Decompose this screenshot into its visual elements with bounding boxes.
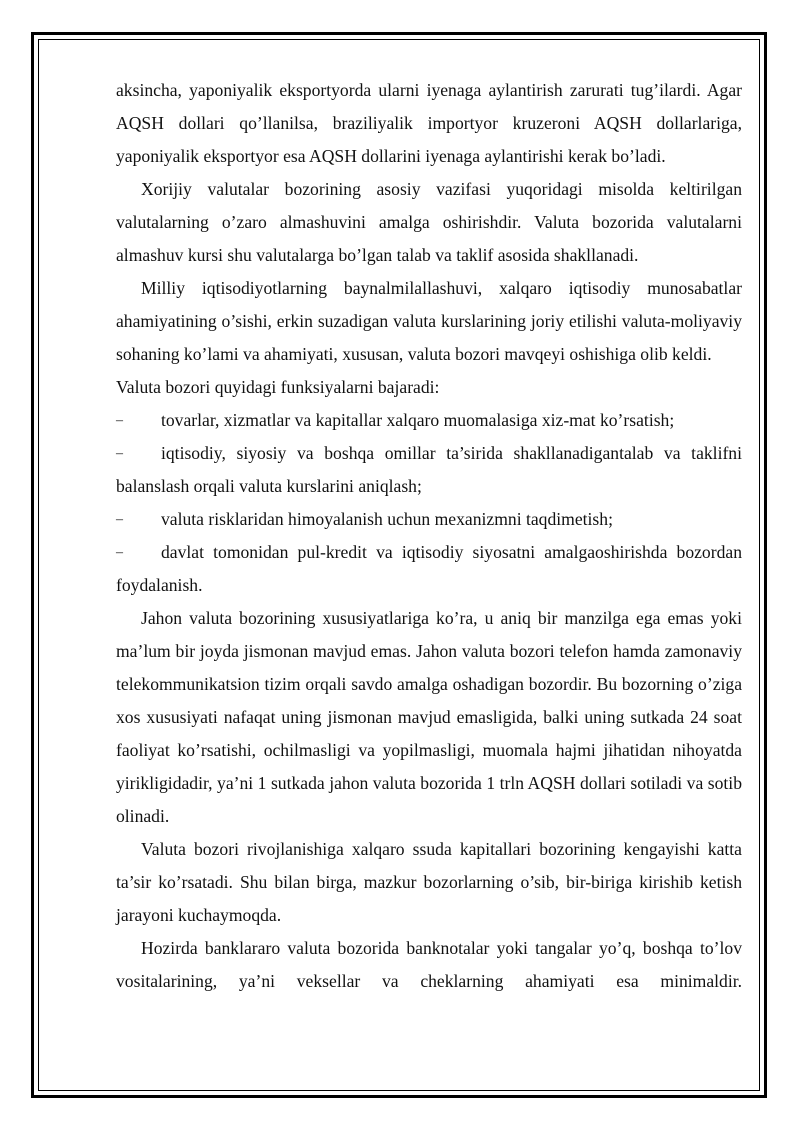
dash-bullet-icon: – — [116, 545, 123, 560]
list-item-text: valuta risklaridan himoyalanish uchun mexanizmni taqdimetish; — [161, 509, 613, 529]
paragraph-forex-purpose: Xorijiy valutalar bozorining asosiy vazifasi yuqoridagi misolda keltirilgan valutalarning o’zaro almashuvini amalga oshirishdir. Valuta bozorida valutalarni almashuv kursi shu valutalarga bo’lgan talab va taklif asosida shakllanadi. — [116, 179, 742, 265]
paragraph-continued: aksincha, yaponiyalik eksportyorda ularni iyenaga aylantirish zarurati tug’ilardi. Agar AQSH dollari qo’llanilsa, braziliyalik importyor kruzeroni AQSH dollarlariga, yaponiyalik eksportyor esa AQSH dollarini iyenaga aylantirishi kerak bo’ladi. — [116, 80, 742, 166]
document-body — [116, 74, 742, 998]
dash-bullet-icon: – — [116, 512, 123, 527]
list-item — [116, 503, 742, 536]
paragraph-loan-capital: Valuta bozori rivojlanishiga xalqaro ssuda kapitallari bozorining kengayishi katta ta’sir ko’rsatadi. Shu bilan birga, mazkur bozorlarning o’sib, bir-biriga kirishib ketish jarayoni kuchaymoqda. — [116, 839, 742, 925]
paragraph-world-market: Jahon valuta bozorining xususiyatlariga ko’ra, u aniq bir manzilga ega emas yoki ma’lum bir joyda jismonan mavjud emas. Jahon valuta bozori telefon hamda zamonaviy telekommunikatsion tizim orqali savdo amalga oshadigan bozordir. Bu bozorning o’ziga xos xususiyati nafaqat uning jismonan mavjud emasligida, balki uning sutkada 24 soat faoliyat ko’rsatishi, ochilmasligi va yopilmasligi, muomala hajmi jihatidan nihoyatda yirikligidadir, ya’ni 1 sutkada jahon valuta bozorida 1 trln AQSH dollari sotiladi va sotib olinadi. — [116, 608, 742, 826]
dash-bullet-icon: – — [116, 446, 123, 461]
list-item — [116, 536, 742, 602]
paragraph-functions-intro: Valuta bozori quyidagi funksiyalarni bajaradi: — [116, 377, 440, 397]
list-item-text: tovarlar, xizmatlar va kapitallar xalqaro muomalasiga xiz-mat ko’rsatish; — [161, 410, 675, 430]
dash-bullet-icon: – — [116, 413, 123, 428]
paragraph-interbank: Hozirda banklararo valuta bozorida banknotalar yoki tangalar yo’q, boshqa to’lov vositalarining, ya’ni veksellar va cheklarning ahamiyati esa minimaldir. — [116, 938, 742, 991]
list-item — [116, 437, 742, 503]
list-item-text: iqtisodiy, siyosiy va boshqa omillar ta’sirida shakllanadigantalab va taklifni balanslash orqali valuta kurslarini aniqlash; — [116, 443, 742, 496]
paragraph-internationalization: Milliy iqtisodiyotlarning baynalmilallashuvi, xalqaro iqtisodiy munosabatlar ahamiyatining o’sishi, erkin suzadigan valuta kurslarining joriy etilishi valuta-moliyaviy sohaning ko’lami va ahamiyati, xususan, valuta bozori mavqeyi oshishiga olib keldi. — [116, 278, 742, 364]
list-item — [116, 404, 742, 437]
list-item-text: davlat tomonidan pul-kredit va iqtisodiy siyosatni amalgaoshirishda bozordan foydalanish. — [116, 542, 742, 595]
